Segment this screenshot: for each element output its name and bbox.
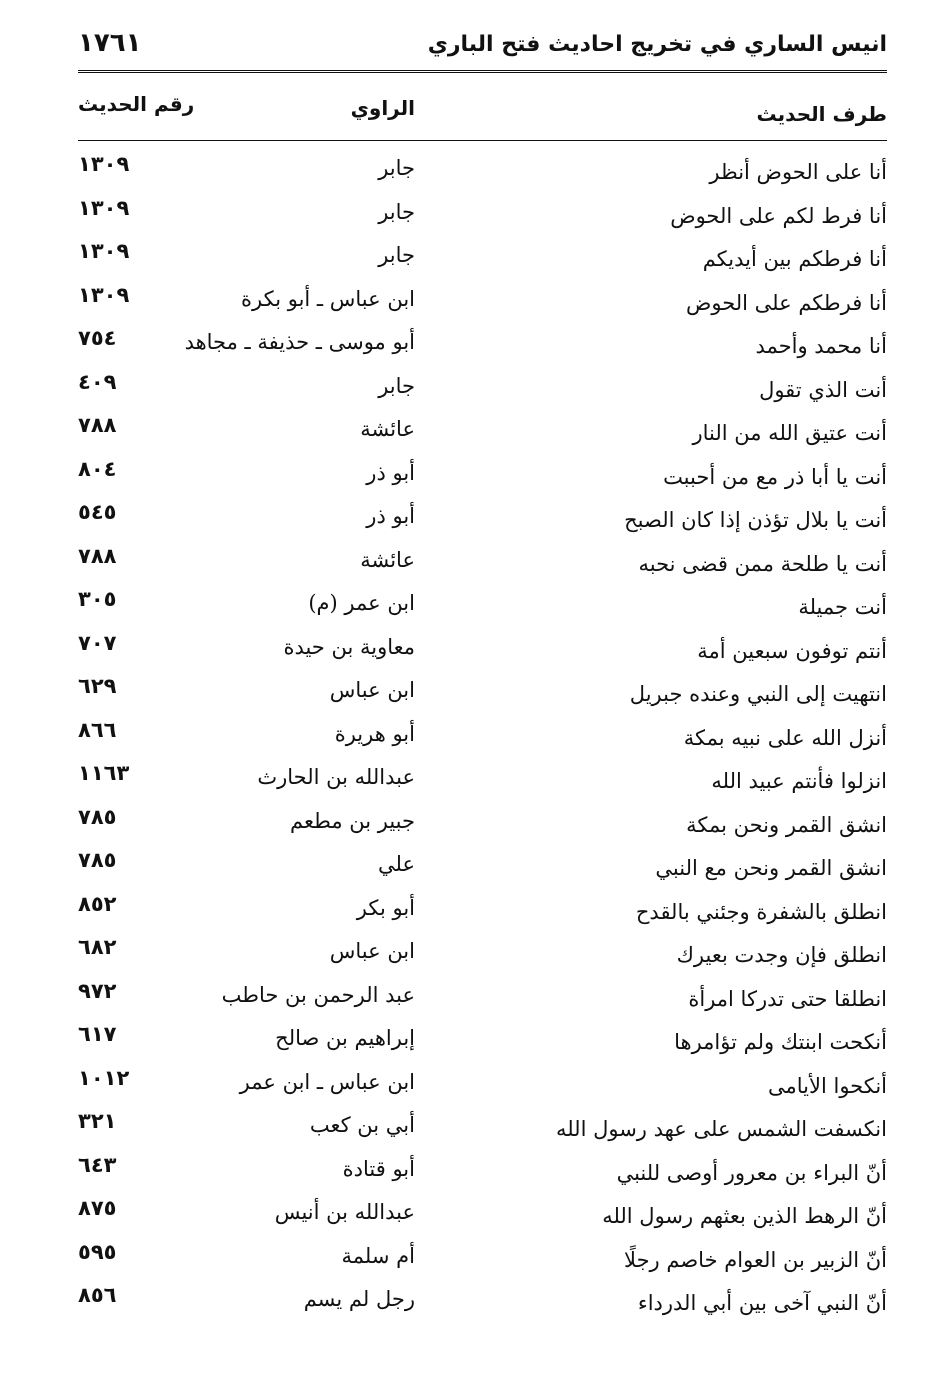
- hadith-tarf: أنت يا طلحة ممن قضى نحبه: [638, 551, 887, 576]
- hadith-tarf: انطلق فإن وجدت بعيرك: [676, 943, 887, 967]
- hadith-number: ٦١٧: [78, 1022, 117, 1046]
- hadith-number: ٨٧٥: [78, 1196, 117, 1220]
- hadith-tarf: أنا فرط لكم على الحوض: [670, 203, 887, 228]
- table-row: [78, 409, 887, 453]
- hadith-tarf: أنت يا بلال تؤذن إذا كان الصبح: [624, 508, 887, 532]
- hadith-tarf: أنكحوا الأيامى: [768, 1073, 887, 1098]
- running-header: [78, 28, 887, 68]
- hadith-tarf: أنّ الزبير بن العوام خاصم رجلًا: [624, 1247, 887, 1272]
- hadith-number: ١٣٠٩: [78, 152, 130, 176]
- hadith-number: ١٣٠٩: [78, 239, 130, 263]
- hadith-tarf: أنا فرطكم بين أيديكم: [702, 247, 887, 271]
- table-row: [78, 322, 887, 366]
- hadith-tarf: أنّ الرهط الذين بعثهم رسول الله: [602, 1204, 887, 1228]
- table-row: [78, 714, 887, 758]
- hadith-tarf: أنت يا أبا ذر مع من أحببت: [663, 464, 887, 489]
- hadith-tarf: انشق القمر ونحن مع النبي: [655, 856, 887, 880]
- hadith-number: ١٣٠٩: [78, 282, 130, 307]
- hadith-tarf: أنزل الله على نبيه بمكة: [683, 725, 887, 750]
- hadith-rawi: علي: [378, 852, 415, 876]
- hadith-tarf: أنت عتيق الله من النار: [692, 421, 887, 445]
- column-header-tarf: طرف الحديث: [756, 102, 887, 126]
- hadith-rawi: جبير بن مطعم: [289, 808, 415, 833]
- hadith-number: ٩٧٢: [78, 978, 117, 1003]
- hadith-rawi: أبي بن كعب: [309, 1113, 415, 1137]
- hadith-rawi: ابن عباس ـ ابن عمر: [239, 1069, 415, 1094]
- book-title: انيس الساري في تخريج احاديث فتح الباري: [427, 32, 887, 57]
- hadith-rawi: جابر: [378, 243, 415, 267]
- table-row: [78, 279, 887, 323]
- hadith-rawi: جابر: [378, 199, 415, 224]
- table-row: [78, 801, 887, 845]
- hadith-rawi: ابن عباس: [329, 678, 415, 702]
- hadith-rawi: ابن عمر (م): [308, 591, 415, 615]
- hadith-number: ٦٨٢: [78, 935, 117, 959]
- header-rule: [78, 70, 887, 73]
- hadith-number: ٧٨٨: [78, 543, 117, 568]
- table-row: [78, 366, 887, 410]
- hadith-number: ٣٠٥: [78, 587, 117, 611]
- hadith-number: ٨٦٦: [78, 717, 117, 742]
- hadith-tarf: أنّ البراء بن معرور أوصى للنبي: [616, 1160, 887, 1185]
- hadith-index-table: [78, 148, 887, 1323]
- table-row: [78, 1192, 887, 1236]
- table-row: [78, 1236, 887, 1280]
- hadith-rawi: ابن عباس ـ أبو بكرة: [241, 286, 415, 311]
- hadith-rawi: معاوية بن حيدة: [283, 634, 415, 659]
- hadith-rawi: أبو هريرة: [334, 721, 415, 746]
- hadith-rawi: عائشة: [360, 547, 415, 572]
- hadith-rawi: جابر: [378, 156, 415, 180]
- hadith-tarf: أنتم توفون سبعين أمة: [697, 638, 887, 663]
- hadith-number: ٧٨٥: [78, 848, 117, 872]
- column-headers: [78, 92, 887, 132]
- table-row: [78, 670, 887, 714]
- hadith-rawi: عبدالله بن الحارث: [257, 765, 415, 789]
- table-row: [78, 1149, 887, 1193]
- hadith-number: ٧٨٥: [78, 804, 117, 829]
- page-number: ١٧٦١: [78, 28, 142, 58]
- hadith-rawi: رجل لم يسم: [303, 1287, 415, 1311]
- hadith-number: ٦٤٣: [78, 1152, 117, 1177]
- hadith-tarf: أنّ النبي آخى بين أبي الدرداء: [637, 1291, 887, 1315]
- hadith-tarf: أنكحت ابنتك ولم تؤامرها: [674, 1030, 887, 1054]
- hadith-number: ١١٦٣: [78, 761, 130, 785]
- table-row: [78, 583, 887, 627]
- hadith-tarf: انزلوا فأنتم عبيد الله: [711, 769, 887, 793]
- hadith-rawi: عبد الرحمن بن حاطب: [221, 982, 415, 1007]
- table-row: [78, 496, 887, 540]
- column-header-rule: [78, 140, 887, 141]
- hadith-tarf: أنت الذي تقول: [759, 377, 887, 402]
- table-row: [78, 1105, 887, 1149]
- hadith-tarf: أنا فرطكم على الحوض: [685, 290, 887, 315]
- hadith-rawi: أبو ذر: [366, 460, 415, 485]
- hadith-rawi: أبو قتادة: [342, 1156, 415, 1181]
- hadith-tarf: انتهيت إلى النبي وعنده جبريل: [629, 682, 887, 706]
- hadith-rawi: جابر: [378, 373, 415, 398]
- hadith-tarf: أنا على الحوض أنظر: [709, 160, 887, 184]
- hadith-number: ٧٥٤: [78, 326, 117, 350]
- hadith-rawi: عبدالله بن أنيس: [274, 1200, 415, 1224]
- table-row: [78, 453, 887, 497]
- column-header-raqm: رقم الحديث: [78, 92, 195, 116]
- table-row: [78, 931, 887, 975]
- table-row: [78, 540, 887, 584]
- hadith-number: ٤٠٩: [78, 369, 117, 394]
- hadith-number: ٧٠٧: [78, 630, 117, 655]
- table-row: [78, 192, 887, 236]
- hadith-rawi: ابن عباس: [329, 939, 415, 963]
- hadith-rawi: أبو موسى ـ حذيفة ـ مجاهد: [184, 330, 415, 354]
- hadith-rawi: إبراهيم بن صالح: [275, 1026, 415, 1050]
- hadith-number: ٨٥٢: [78, 891, 117, 916]
- hadith-rawi: أم سلمة: [341, 1243, 415, 1268]
- table-row: [78, 757, 887, 801]
- table-row: [78, 148, 887, 192]
- hadith-number: ١٣٠٩: [78, 195, 130, 220]
- hadith-tarf: أنا محمد وأحمد: [755, 334, 887, 358]
- table-row: [78, 975, 887, 1019]
- hadith-tarf: انطلق بالشفرة وجئني بالقدح: [635, 899, 887, 924]
- hadith-number: ٨٠٤: [78, 456, 117, 481]
- table-row: [78, 1279, 887, 1323]
- table-row: [78, 888, 887, 932]
- hadith-tarf: انشق القمر ونحن بمكة: [686, 812, 887, 837]
- hadith-tarf: انكسفت الشمس على عهد رسول الله: [555, 1117, 887, 1141]
- table-row: [78, 1062, 887, 1106]
- hadith-number: ٣٢١: [78, 1109, 117, 1133]
- hadith-rawi: عائشة: [360, 417, 415, 441]
- column-header-rawi: الراوي: [350, 96, 415, 120]
- hadith-number: ١٠١٢: [78, 1065, 130, 1090]
- hadith-tarf: انطلقا حتى تدركا امرأة: [688, 986, 887, 1011]
- hadith-number: ٨٥٦: [78, 1283, 117, 1307]
- hadith-number: ٦٢٩: [78, 674, 117, 698]
- hadith-tarf: أنت جميلة: [798, 595, 887, 619]
- table-row: [78, 235, 887, 279]
- table-row: [78, 844, 887, 888]
- table-row: [78, 1018, 887, 1062]
- hadith-number: ٧٨٨: [78, 413, 117, 437]
- table-row: [78, 627, 887, 671]
- hadith-number: ٥٤٥: [78, 500, 117, 524]
- hadith-rawi: أبو بكر: [356, 895, 415, 920]
- hadith-number: ٥٩٥: [78, 1239, 117, 1264]
- hadith-rawi: أبو ذر: [366, 504, 415, 528]
